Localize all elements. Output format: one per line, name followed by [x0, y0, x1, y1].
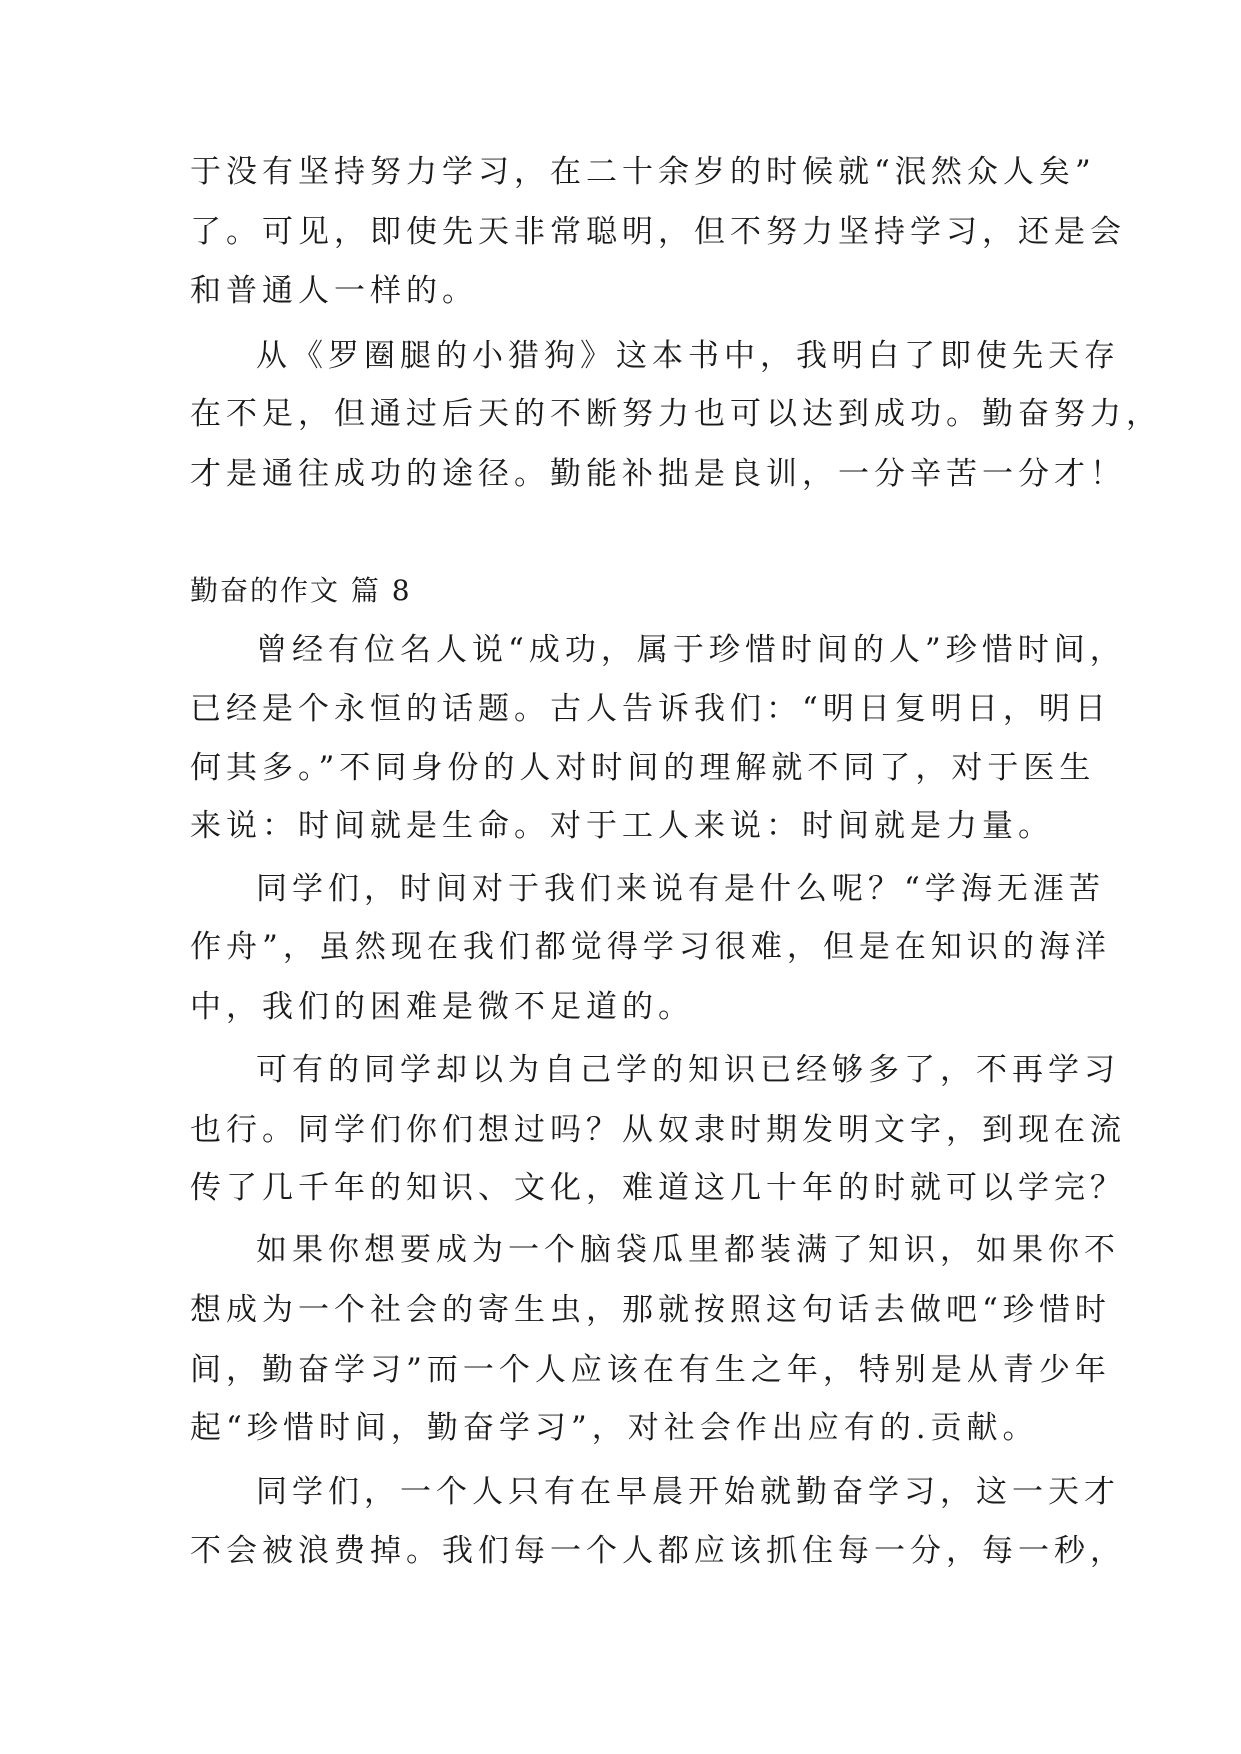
paragraph-line: 作舟”，虽然现在我们都觉得学习很难，但是在知识的海洋	[190, 929, 1111, 965]
paragraph-line: 中，我们的困难是微不足道的。	[190, 989, 694, 1025]
paragraph-line: 传了几千年的知识、文化，难道这几十年的时就可以学完？	[190, 1170, 1126, 1206]
paragraph-line: 也行。同学们你们想过吗？从奴隶时期发明文字，到现在流	[190, 1112, 1126, 1148]
paragraph-line: 起“珍惜时间，勤奋学习”，对社会作出应有的.贡献。	[190, 1410, 1039, 1446]
paragraph-line: 同学们，一个人只有在早晨开始就勤奋学习，这一天才	[256, 1474, 1120, 1510]
paragraph-line: 来说：时间就是生命。对于工人来说：时间就是力量。	[190, 808, 1054, 844]
paragraph-line: 于没有坚持努力学习，在二十余岁的时候就“泯然众人矣”	[190, 154, 1096, 190]
paragraph-line: 可有的同学却以为自己学的知识已经够多了，不再学习	[256, 1052, 1120, 1088]
paragraph-line: 想成为一个社会的寄生虫，那就按照这句话去做吧“珍惜时	[190, 1292, 1111, 1328]
paragraph-line: 才是通往成功的途径。勤能补拙是良训，一分辛苦一分才！	[190, 456, 1126, 492]
paragraph-line: 何其多。”不同身份的人对时间的理解就不同了，对于医生	[190, 750, 1096, 786]
paragraph-line: 曾经有位名人说“成功，属于珍惜时间的人”珍惜时间，	[256, 632, 1126, 668]
paragraph-line: 已经是个永恒的话题。古人告诉我们：“明日复明日，明日	[190, 691, 1111, 727]
paragraph-line: 同学们，时间对于我们来说有是什么呢？“学海无涯苦	[256, 871, 1105, 907]
paragraph-line: 间，勤奋学习”而一个人应该在有生之年，特别是从青少年	[190, 1352, 1111, 1388]
paragraph-line: 和普通人一样的。	[190, 273, 478, 309]
paragraph-line: 了。可见，即使先天非常聪明，但不努力坚持学习，还是会	[190, 214, 1126, 250]
paragraph-line: 如果你想要成为一个脑袋瓜里都装满了知识，如果你不	[256, 1232, 1120, 1268]
paragraph-line: 在不足，但通过后天的不断努力也可以达到成功。勤奋努力，	[190, 396, 1162, 432]
paragraph-line: 从《罗圈腿的小猎狗》这本书中，我明白了即使先天存	[256, 338, 1120, 374]
paragraph-line: 不会被浪费掉。我们每一个人都应该抓住每一分，每一秒，	[190, 1533, 1126, 1569]
section-heading: 勤奋的作文 篇 8	[190, 574, 412, 607]
